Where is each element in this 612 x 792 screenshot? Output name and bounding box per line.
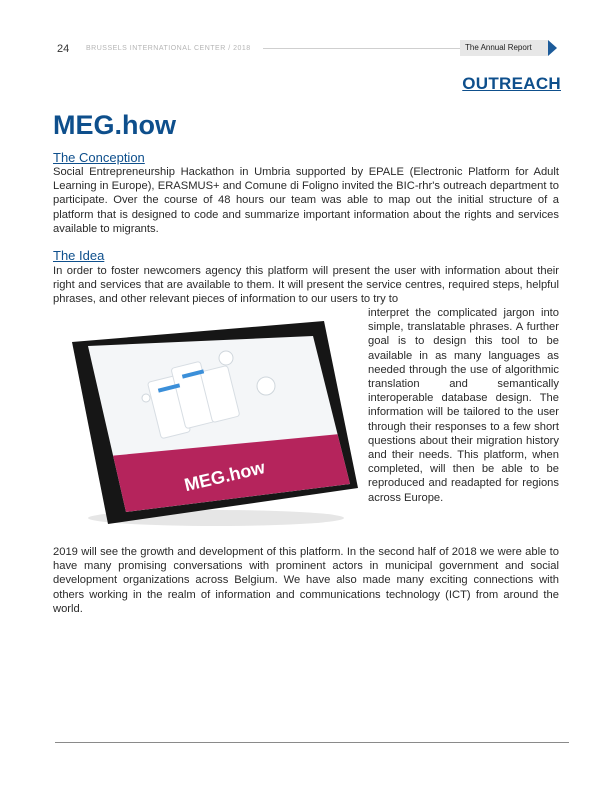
page-number: 24	[57, 43, 70, 55]
footer-divider	[55, 742, 569, 743]
conception-heading: The Conception	[53, 150, 145, 165]
closing-text: 2019 will see the growth and development of this platform. In the second half of 2018 we were able to have many promising conversations with prominent actors in municipal government and social development organizations across Belgium. We have also made many exciting connections with others working in the realm of information and communications technology (ICT) from around the world.	[53, 546, 559, 615]
header-divider	[263, 48, 460, 49]
conception-text: Social Entrepreneurship Hackathon in Umbria supported by EPALE (Electronic Platform for Adult Learning in Europe), ERASMUS+ and Comune di Foligno invited the BIC-rhr's outreach department to participate. Over the course of 48 hours our team was able to map out the initial structure of a platform that is designed to code and summarize important information about the rights and services available to migrants.	[53, 166, 559, 235]
idea-text-side: interpret the complicated jargon into simple, translatable phrases. A further goal is to design this tool to be available in as many languages as needed through the use of algorithmic translation and semantically interoperable database design. The information will be tailored to the user through their responses to a few short questions about their migration history and their needs. This platform, when completed, will then be able to be reproduced and readapted for regions across Europe.	[368, 307, 559, 504]
page-header	[0, 0, 612, 60]
idea-heading: The Idea	[53, 248, 105, 263]
idea-text-top: In order to foster newcomers agency this platform will present the user with information about their right and services that are available to them. It will present the service centres, required steps, helpful phrases, and other relevant pieces of information to our users to try to	[53, 265, 559, 306]
report-tab: The Annual Report	[460, 40, 548, 56]
page-title: MEG.how	[53, 110, 176, 140]
tablet-brand-text: MEG.how	[182, 457, 267, 496]
section-title: OUTREACH	[462, 74, 561, 93]
report-tab-flag-icon	[548, 40, 557, 56]
tablet-image	[66, 316, 360, 528]
organization-label: BRUSSELS INTERNATIONAL CENTER / 2018	[86, 45, 251, 52]
